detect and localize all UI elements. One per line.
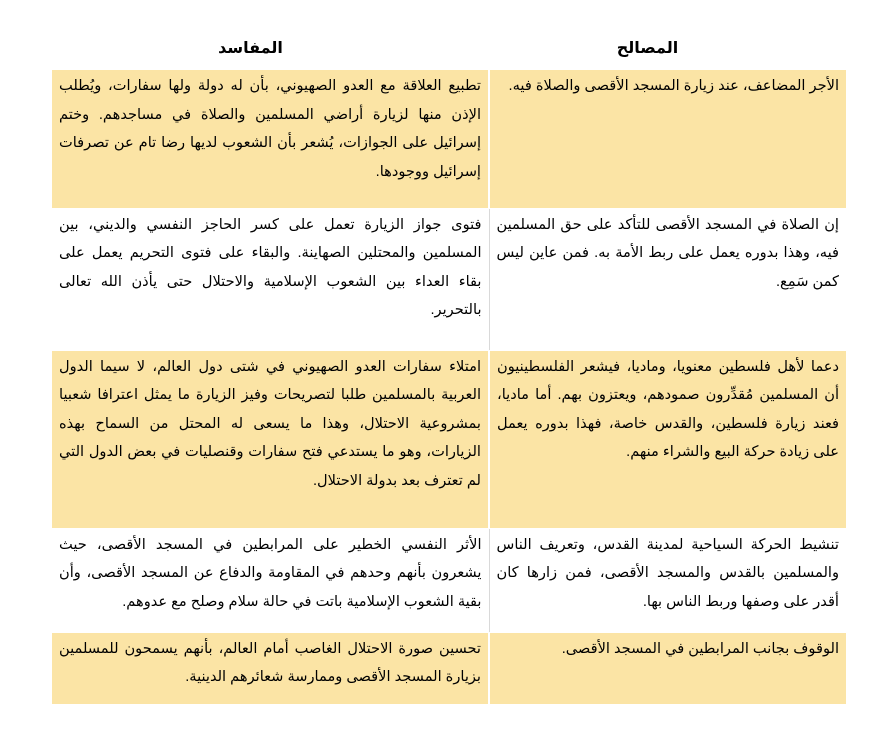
benefit-cell: الأجر المضاعف، عند زيارة المسجد الأقصى والصلاة فيه.	[489, 70, 846, 208]
harm-cell: فتوى جواز الزيارة تعمل على كسر الحاجز النفسي والديني، بين المسلمين والمحتلين الصهاينة. والبقاء على فتوى التحريم يعمل على بقاء العداء بين الشعوب الإسلامية والاحتلال حتى يأذن الله تعالى بالتحرير.	[52, 208, 489, 350]
column-headers	[52, 26, 846, 70]
table-row	[52, 632, 846, 704]
benefit-cell: الوقوف بجانب المرابطين في المسجد الأقصى.	[489, 632, 846, 704]
harm-cell: تطبيع العلاقة مع العدو الصهيوني، بأن له دولة ولها سفارات، ويُطلب الإذن منها لزيارة أراضي المسلمين والصلاة في مساجدهم. وختم إسرائيل على الجوازات، يُشعر بأن الشعوب لديها رضا تام عن تصرفات إسرائيل ووجودها.	[52, 70, 489, 208]
harm-cell: تحسين صورة الاحتلال الغاصب أمام العالم، بأنهم يسمحون للمسلمين بزيارة المسجد الأقصى وممارسة شعائرهم الدينية.	[52, 632, 489, 704]
comparison-table	[52, 70, 846, 705]
benefits-header: المصالح	[616, 40, 679, 57]
harm-cell: امتلاء سفارات العدو الصهيوني في شتى دول العالم، لا سيما الدول العربية بالمسلمين طلبا لتصريحات وفيز الزيارة ما يمثل اعترافا شعبيا بمشروعية الاحتلال، وهذا ما يسعى له المحتل من السماح بهذه الزيارات، وهو ما يستدعي فتح سفارات وقنصليات في بعض الدول التي لم تعترف بعد بدولة الاحتلال.	[52, 350, 489, 528]
table-row	[52, 350, 846, 528]
benefit-cell: دعما لأهل فلسطين معنويا، وماديا، فيشعر الفلسطينيون أن المسلمين مُقدِّرون صمودهم، ويعتزون بهم. أما ماديا، فعند زيارة فلسطين، والقدس خاصة، فهذا بدوره يعمل على زيادة حركة البيع والشراء منهم.	[489, 350, 846, 528]
harms-header: المفاسد	[218, 40, 283, 57]
table-row	[52, 208, 846, 350]
table-row	[52, 528, 846, 632]
benefit-cell: تنشيط الحركة السياحية لمدينة القدس، وتعريف الناس والمسلمين بالقدس والمسجد الأقصى، فمن زارها كان أقدر على وصفها وربط الناس بها.	[489, 528, 846, 632]
table-row	[52, 70, 846, 208]
comparison-document	[52, 26, 846, 705]
benefit-cell: إن الصلاة في المسجد الأقصى للتأكد على حق المسلمين فيه، وهذا بدوره يعمل على ربط الأمة به. فمن عاين ليس كمن سَمِع.	[489, 208, 846, 350]
harm-cell: الأثر النفسي الخطير على المرابطين في المسجد الأقصى، حيث يشعرون بأنهم وحدهم في المقاومة والدفاع عن المسجد الأقصى، وأن بقية الشعوب الإسلامية باتت في حالة سلام وصلح مع عدوهم.	[52, 528, 489, 632]
